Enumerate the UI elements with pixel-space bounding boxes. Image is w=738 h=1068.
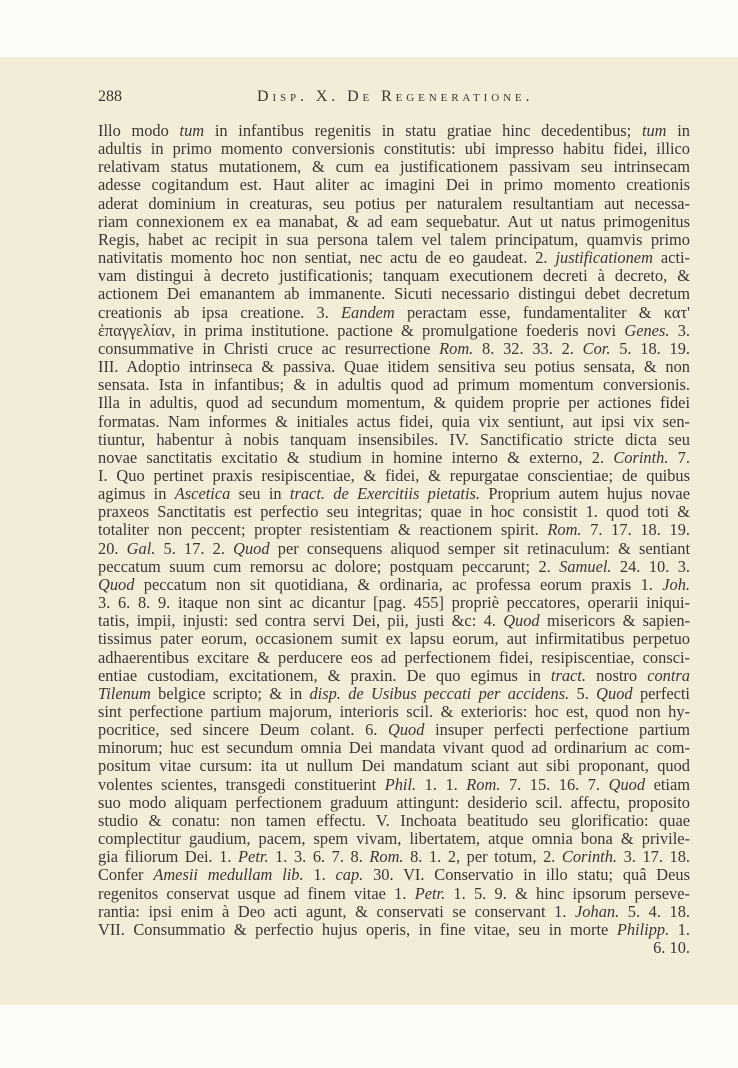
text-run: 1. 1. (416, 774, 467, 794)
italic-run: cap. (335, 865, 364, 885)
italic-run: Cor. (582, 338, 611, 358)
text-run: Regis, habet ac recipit in sua persona talem vel talem principatum, quamvis primo (98, 229, 690, 249)
text-run: positum vitae cursum: ita ut nullum Dei mandatum sciant aut sibi proponant, quod (98, 756, 690, 776)
text-run: 5. 17. 2. (155, 538, 234, 558)
text-line (98, 122, 690, 140)
text-line (98, 431, 690, 449)
text-run: adhaerentibus excitare & perducere eos ad perfectionem fidei, resipiscentiae, consci- (98, 647, 690, 667)
italic-run: tract. (550, 665, 586, 685)
text-line (98, 322, 690, 340)
text-run: agimus in (98, 484, 175, 504)
italic-run: contra (647, 665, 690, 685)
text-run: peccatum non sit quotidiana, & ordinaria, ac professa eorum praxis 1. (134, 574, 663, 594)
text-line (98, 630, 690, 648)
text-run: per consequens aliquod semper sit retinaculum: & sentiant (269, 538, 690, 558)
text-run: complectitur gaudium, pacem, spem vivam, libertatem, atque omnia bona & privile- (98, 829, 690, 849)
text-run: misericors & sapien- (539, 611, 690, 631)
text-run: in infantibus regenitis in statu gratiae hinc decedentibus; (204, 121, 642, 140)
text-run: vam distingui à decreto justificationis; tanquam executionem decreti à decreto, & (98, 266, 690, 286)
text-run: nostro (585, 665, 648, 685)
italic-run: Petr. (238, 847, 269, 867)
text-run: actionem Dei emanantem ab immanente. Sicuti necessario distingui debet decretum (98, 284, 690, 304)
text-run: 5. 4. 18. (619, 901, 690, 921)
text-line (98, 794, 690, 812)
text-run: suo modo aliquam perfectionem graduum attingunt: desiderio scil. affectu, proposito (98, 792, 690, 812)
text-line (98, 285, 690, 303)
text-run: 30. VI. Conservatio in illo statu; quâ Deus (363, 865, 690, 885)
text-line (98, 394, 690, 412)
text-run: insuper perfecti perfectione partium (424, 720, 690, 740)
text-run: entiae custodiam, excitationem, & praxin. De quo egimus in (98, 665, 551, 685)
text-line (98, 558, 690, 576)
text-run: VII. Consummatio & perfectio hujus operis, in fine vitae, seu in morte (98, 919, 617, 939)
text-line (98, 503, 690, 521)
text-run: ἐπαγγελίαν, in prima institutione. pactione & promulgatione foederis novi (98, 320, 625, 340)
text-line (98, 757, 690, 775)
text-run: totaliter non peccent; propter resistentiam & reactionem spirit. (98, 520, 548, 540)
text-run: tatis, impii, injusti: sed contra servi Dei, pii, justi &c: 4. (98, 611, 504, 631)
text-run: minorum; huc est secundum omnia Dei mandata vivant quod ad ordinarium ac com- (98, 738, 690, 758)
text-run: 1. (669, 919, 691, 939)
text-line (98, 249, 690, 267)
text-line (98, 467, 690, 485)
italic-run: Quod (608, 774, 646, 794)
text-line (98, 667, 690, 685)
text-line (98, 921, 690, 939)
text-line (98, 195, 690, 213)
text-run: tiuntur, habentur à nobis tanquam insensibiles. IV. Sanctificatio stricte dicta seu (98, 429, 690, 449)
text-run: 3. (669, 320, 691, 340)
italic-run: Philipp. (616, 919, 670, 939)
text-line (98, 903, 690, 921)
text-run: peccatum suum cum remorsu ac dolore; postquam peccarunt; 2. (98, 556, 560, 576)
running-header-title: Disp. X. De Regeneratione. (257, 88, 534, 105)
text-line (98, 540, 690, 558)
italic-run: Quod (388, 720, 425, 740)
text-run: seu in (230, 484, 290, 504)
text-line (98, 703, 690, 721)
text-run: formatas. Nam informes & initiales actus fidei, quia vix sentiunt, aut ipsi vix sen- (98, 411, 690, 431)
book-page (0, 57, 738, 1005)
text-line (98, 721, 690, 739)
text-run: pocritice, sed sincere Deum colant. 6. (98, 720, 389, 740)
text-line (98, 213, 690, 231)
page-number: 288 (98, 88, 122, 105)
italic-run: Rom. (369, 847, 404, 867)
text-run: regenitos conservat usque ad finem vitae 1. (98, 883, 415, 903)
text-line (98, 176, 690, 194)
italic-run: Quod (98, 574, 135, 594)
italic-run: Rom. (547, 520, 582, 540)
text-line (98, 267, 690, 285)
text-run: nativitatis momento hoc non sentiat, nec actu de eo gaudeat. 2. (98, 248, 556, 268)
text-line (98, 376, 690, 394)
italic-run: Corinth. (561, 847, 618, 867)
italic-run: Quod (596, 683, 633, 703)
text-run: Confer (98, 865, 154, 885)
text-run: consummative in Christi cruce ac resurrectione (98, 338, 440, 358)
text-run: peractam esse, fundamentaliter & κατ' (394, 302, 690, 322)
text-run: 1. 3. 6. 7. 8. (268, 847, 370, 867)
text-line (98, 340, 690, 358)
italic-run: Samuel. (559, 556, 612, 576)
text-line (98, 830, 690, 848)
italic-run: justificationem (555, 248, 653, 268)
text-run: 6. 10. (653, 938, 690, 958)
text-line (98, 358, 690, 376)
italic-run: Petr. (414, 883, 446, 903)
text-run: adultis in primo momento conversionis constitutis: ubi impresso habitu fidei, illico (98, 139, 690, 159)
text-run: riam connexionem ex ea manabat, & ad eam sequebatur. Aut ut natus primogenitus (98, 211, 690, 231)
italic-run: disp. de Usibus peccati per accidens. (309, 683, 570, 703)
text-run: 7. 17. 18. 19. (581, 520, 690, 540)
text-run: 7. (668, 447, 691, 467)
body-text (98, 122, 690, 957)
italic-run: Gal. (126, 538, 156, 558)
text-run: 3. 17. 18. (617, 847, 690, 867)
italic-run: Corinth. (613, 447, 669, 467)
text-line (98, 812, 690, 830)
text-line (98, 140, 690, 158)
italic-run: Eandem (341, 302, 395, 322)
text-line (98, 576, 690, 594)
text-line (98, 449, 690, 467)
text-line (98, 885, 690, 903)
text-run: I. Quo pertinet praxis resipiscentiae, & fidei, & repurgatae conscientiae; de quibus (98, 465, 690, 485)
text-line (98, 485, 690, 503)
text-run: Illa in adultis, quod ad secundum momentum, & quidem proprie per actiones fidei (98, 393, 690, 413)
italic-run: Amesii medullam lib. (153, 865, 304, 885)
text-line (98, 685, 690, 703)
italic-run: Joh. (662, 574, 690, 594)
text-run: rantia: ipsi enim à Deo acti agunt, & conservati se conservant 1. (98, 901, 576, 921)
italic-run: Rom. (466, 774, 501, 794)
text-line (98, 594, 690, 612)
text-run: sensata. Ista in infantibus; & in adultis quod ad primum momentum conversionis. (98, 375, 690, 395)
text-run: perfecti (632, 683, 690, 703)
text-line (98, 739, 690, 757)
text-run: tissimus pater eorum, occasionem sumit ex lapsu eorum, aut infirmitatibus perpetuo (98, 629, 690, 649)
text-run: 24. 10. 3. (611, 556, 691, 576)
text-line (98, 158, 690, 176)
text-run: praxeos Sanctitatis est perfectio seu integritas; quae in hoc consistit 1. quod toti & (98, 502, 690, 522)
text-line (98, 866, 690, 884)
text-line (98, 304, 690, 322)
text-run: acti- (652, 248, 691, 268)
text-run: aderat dominium in creaturas, seu potius per naturalem resultantiam aut necessa- (98, 193, 690, 213)
italic-run: Johan. (575, 901, 620, 921)
text-run: 3. 6. 8. 9. itaque non sint ac dicantur [pag. 455] propriè peccatores, operarii iniqui- (98, 593, 690, 613)
text-run: belgice scripto; & in (150, 683, 310, 703)
text-line (98, 939, 690, 957)
text-line (98, 413, 690, 431)
text-run: 8. 32. 33. 2. (473, 338, 583, 358)
text-run: 1. 5. 9. & hinc ipsorum perseve- (445, 883, 690, 903)
text-run: 5. 18. 19. (610, 338, 690, 358)
text-run: adesse cogitandum est. Haut aliter ac imagini Dei in primo momento creationis (98, 175, 690, 195)
italic-run: Phil. (384, 774, 417, 794)
italic-run: Ascetica (174, 484, 231, 504)
italic-run: tum (179, 121, 205, 140)
text-run: gia filiorum Dei. 1. (98, 847, 239, 867)
text-run: Illo modo (98, 121, 180, 140)
text-run: sint perfectione partium majorum, interioris scil. & exterioris: hoc est, quod non hy- (98, 702, 690, 721)
italic-run: Genes. (624, 320, 670, 340)
text-line (98, 521, 690, 539)
text-line (98, 776, 690, 794)
text-run: etiam (645, 774, 690, 794)
text-run: III. Adoptio intrinseca & passiva. Quae itidem sensitiva seu potius sensata, & non (98, 357, 690, 377)
text-run: 7. 15. 16. 7. (500, 774, 609, 794)
text-run: creationis ab ipsa creatione. 3. (98, 302, 342, 322)
italic-run: tum (641, 121, 667, 140)
text-run: relativam status mutationem, & cum ea justificationem passivam seu intrinsecam (98, 157, 690, 177)
italic-run: Quod (503, 611, 540, 631)
text-run: in (666, 121, 690, 140)
text-run: novae sanctitatis excitatio & studium in homine interno & externo, 2. (98, 447, 614, 467)
text-line (98, 612, 690, 630)
italic-run: tract. de Exercitiis pietatis. (289, 484, 481, 504)
text-run: studio & conatu: non tamen effectu. V. Inchoata beatitudo seu glorificatio: quae (98, 810, 690, 830)
text-run: volentes scientes, transgedi constituerint (98, 774, 385, 794)
text-run: 20. (98, 538, 127, 558)
text-line (98, 848, 690, 866)
text-run: 8. 1. 2, per totum, 2. (403, 847, 562, 867)
italic-run: Quod (233, 538, 270, 558)
text-run: Proprium autem hujus novae (480, 484, 690, 504)
text-line (98, 231, 690, 249)
italic-run: Rom. (439, 338, 474, 358)
italic-run: Tilenum (98, 683, 151, 703)
text-line (98, 649, 690, 667)
text-run: 5. (569, 683, 597, 703)
text-run: 1. (303, 865, 336, 885)
